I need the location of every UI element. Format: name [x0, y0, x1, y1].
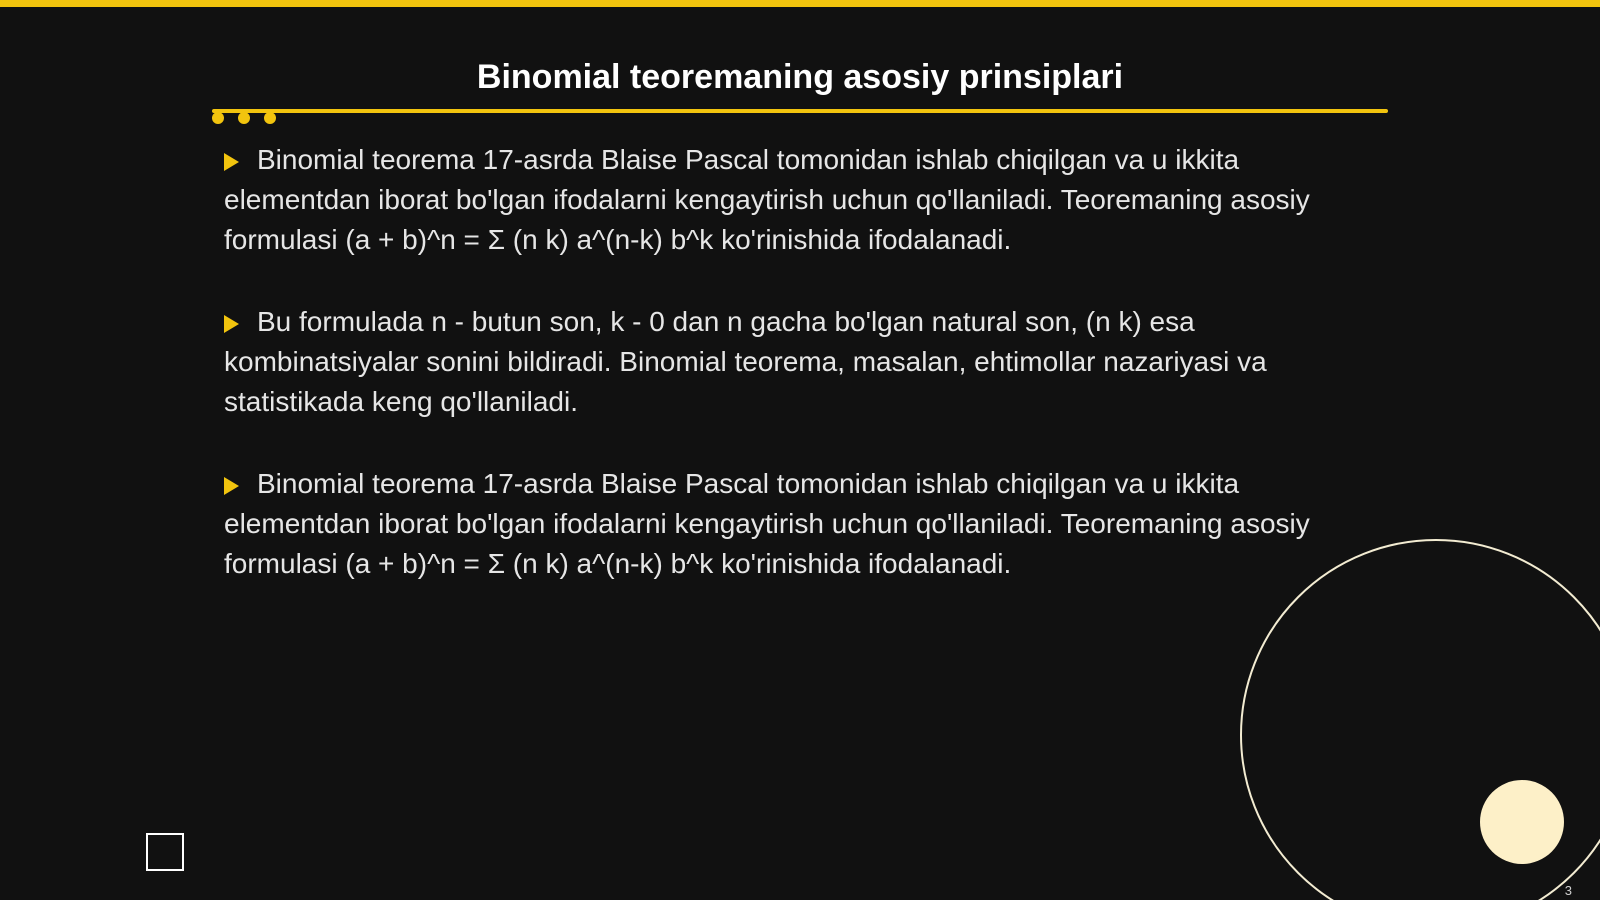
bullet-item: [224, 464, 1384, 584]
decorative-dot: [264, 112, 276, 124]
title-underline: [212, 109, 1388, 113]
bullet-text: Bu formulada n - butun son, k - 0 dan n gacha bo'lgan natural son, (n k) esa kombinatsiyalar sonini bildiradi. Binomial teorema, masalan, ehtimollar nazariyasi va statistikada keng qo'llaniladi.: [224, 306, 1267, 417]
bullet-item: [224, 140, 1384, 260]
top-accent-bar: [0, 0, 1600, 7]
bullet-item: [224, 302, 1384, 422]
decorative-circle: [1480, 780, 1564, 864]
slide-title: Binomial teoremaning asosiy prinsiplari: [476, 58, 1124, 96]
decorative-dot: [238, 112, 250, 124]
bullet-text: Binomial teorema 17-asrda Blaise Pascal tomonidan ishlab chiqilgan va u ikkita elementdan iborat bo'lgan ifodalarni kengaytirish uchun qo'llaniladi. Teoremaning asosiy formulasi (a + b)^n = Σ (n k) a^(n-k) b^k ko'rinishida ifodalanadi.: [224, 468, 1310, 579]
page-number: 3: [1564, 883, 1572, 898]
corner-square-icon: [146, 833, 184, 871]
triangle-right-icon: [224, 315, 239, 333]
decorative-dot: [212, 112, 224, 124]
bullet-list: [224, 140, 1384, 626]
bullet-text: Binomial teorema 17-asrda Blaise Pascal tomonidan ishlab chiqilgan va u ikkita elementdan iborat bo'lgan ifodalarni kengaytirish uchun qo'llaniladi. Teoremaning asosiy formulasi (a + b)^n = Σ (n k) a^(n-k) b^k ko'rinishida ifodalanadi.: [224, 144, 1310, 255]
triangle-right-icon: [224, 477, 239, 495]
triangle-right-icon: [224, 153, 239, 171]
